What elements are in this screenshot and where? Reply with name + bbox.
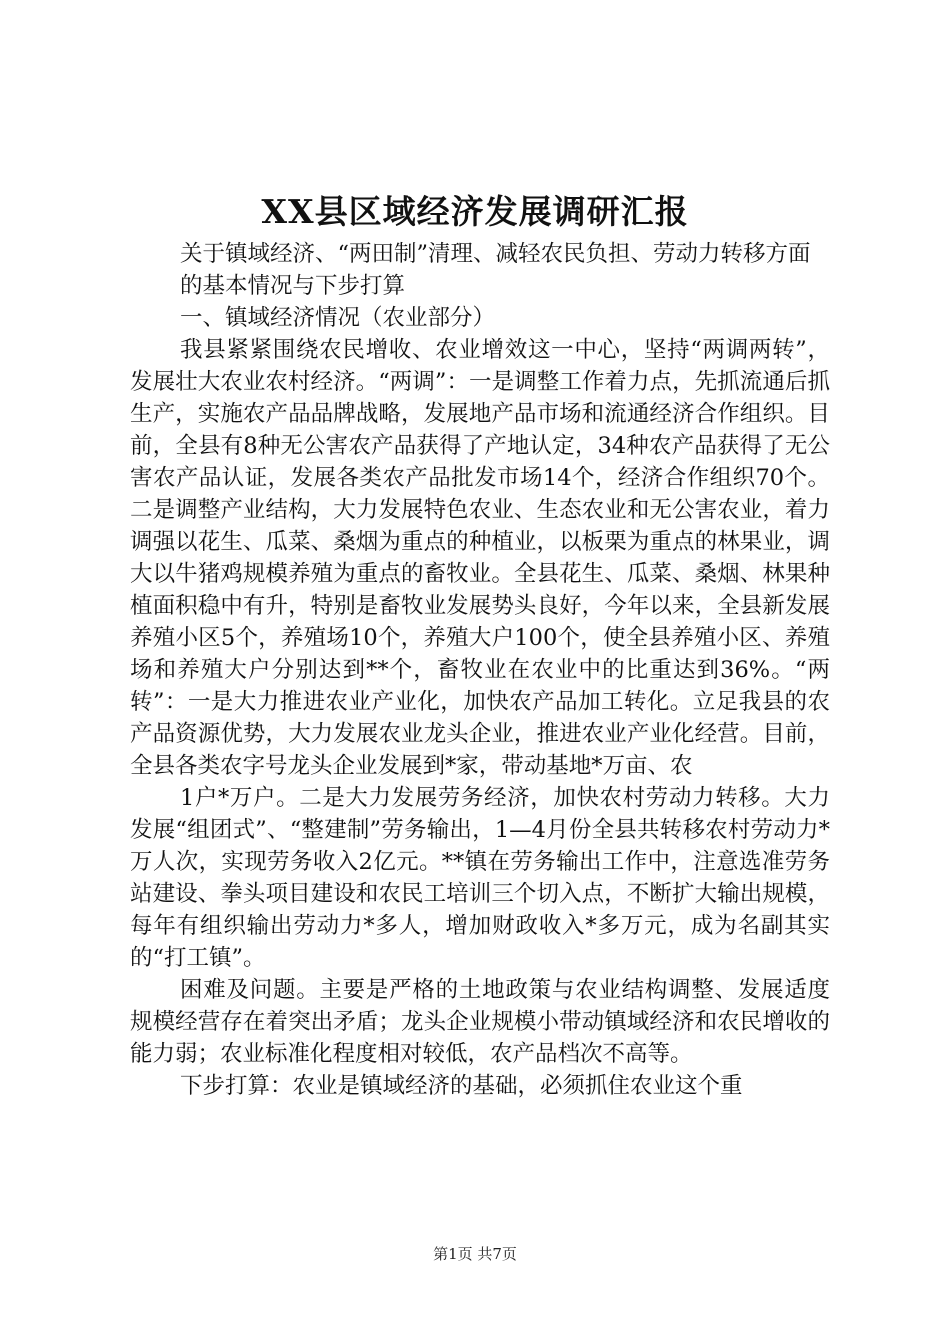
paragraph: 1户*万户。二是大力发展劳务经济，加快农村劳动力转移。大力发展“组团式”、“整建制”劳务输出，1—4月份全县共转移农村劳动力*万人次，实现劳务收入2亿元。**镇在劳务输出工作中，注意选准劳务站建设、拳头项目建设和农民工培训三个切入点，不断扩大输出规模，每年有组织输出劳动力*多人，增加财政收入*多万元，成为名副其实的“打工镇”。 <box>130 785 830 971</box>
document-title: XX县区域经济发展调研汇报 <box>261 192 689 231</box>
paragraph: 困难及问题。主要是严格的土地政策与农业结构调整、发展适度规模经营存在着突出矛盾；龙头企业规模小带动镇域经济和农民增收的能力弱；农业标准化程度相对较低，农产品档次不高等。 <box>130 977 830 1067</box>
section-heading: 一、镇域经济情况（农业部分） <box>180 305 496 331</box>
paragraph: 的基本情况与下步打算 <box>180 273 406 299</box>
paragraph: 下步打算：农业是镇域经济的基础，必须抓住农业这个重 <box>180 1073 743 1099</box>
paragraph: 关于镇域经济、“两田制”清理、减轻农民负担、劳动力转移方面 <box>180 241 811 267</box>
page-number-footer: 第1页 共7页 <box>433 1245 517 1263</box>
paragraph: 我县紧紧围绕农民增收、农业增效这一中心，坚持“两调两转”，发展壮大农业农村经济。“两调”：一是调整工作着力点，先抓流通后抓生产，实施农产品品牌战略，发展地产品市场和流通经济合作组织。目前，全县有8种无公害农产品获得了产地认定，34种农产品获得了无公害农产品认证，发展各类农产品批发市场14个，经济合作组织70个。二是调整产业结构，大力发展特色农业、生态农业和无公害农业，着力调强以花生、瓜菜、桑烟为重点的种植业，以板栗为重点的林果业，调大以牛猪鸡规模养殖为重点的畜牧业。全县花生、瓜菜、桑烟、林果种植面积稳中有升，特别是畜牧业发展势头良好，今年以来，全县新发展养殖小区5个，养殖场10个，养殖大户100个，使全县养殖小区、养殖场和养殖大户分别达到**个，畜牧业在农业中的比重达到36%。“两转”：一是大力推进农业产业化，加快农产品加工转化。立足我县的农产品资源优势，大力发展农业龙头企业，推进农业产业化经营。目前，全县各类农字号龙头企业发展到*家，带动基地*万亩、农 <box>130 337 830 779</box>
document-body <box>130 238 830 1102</box>
